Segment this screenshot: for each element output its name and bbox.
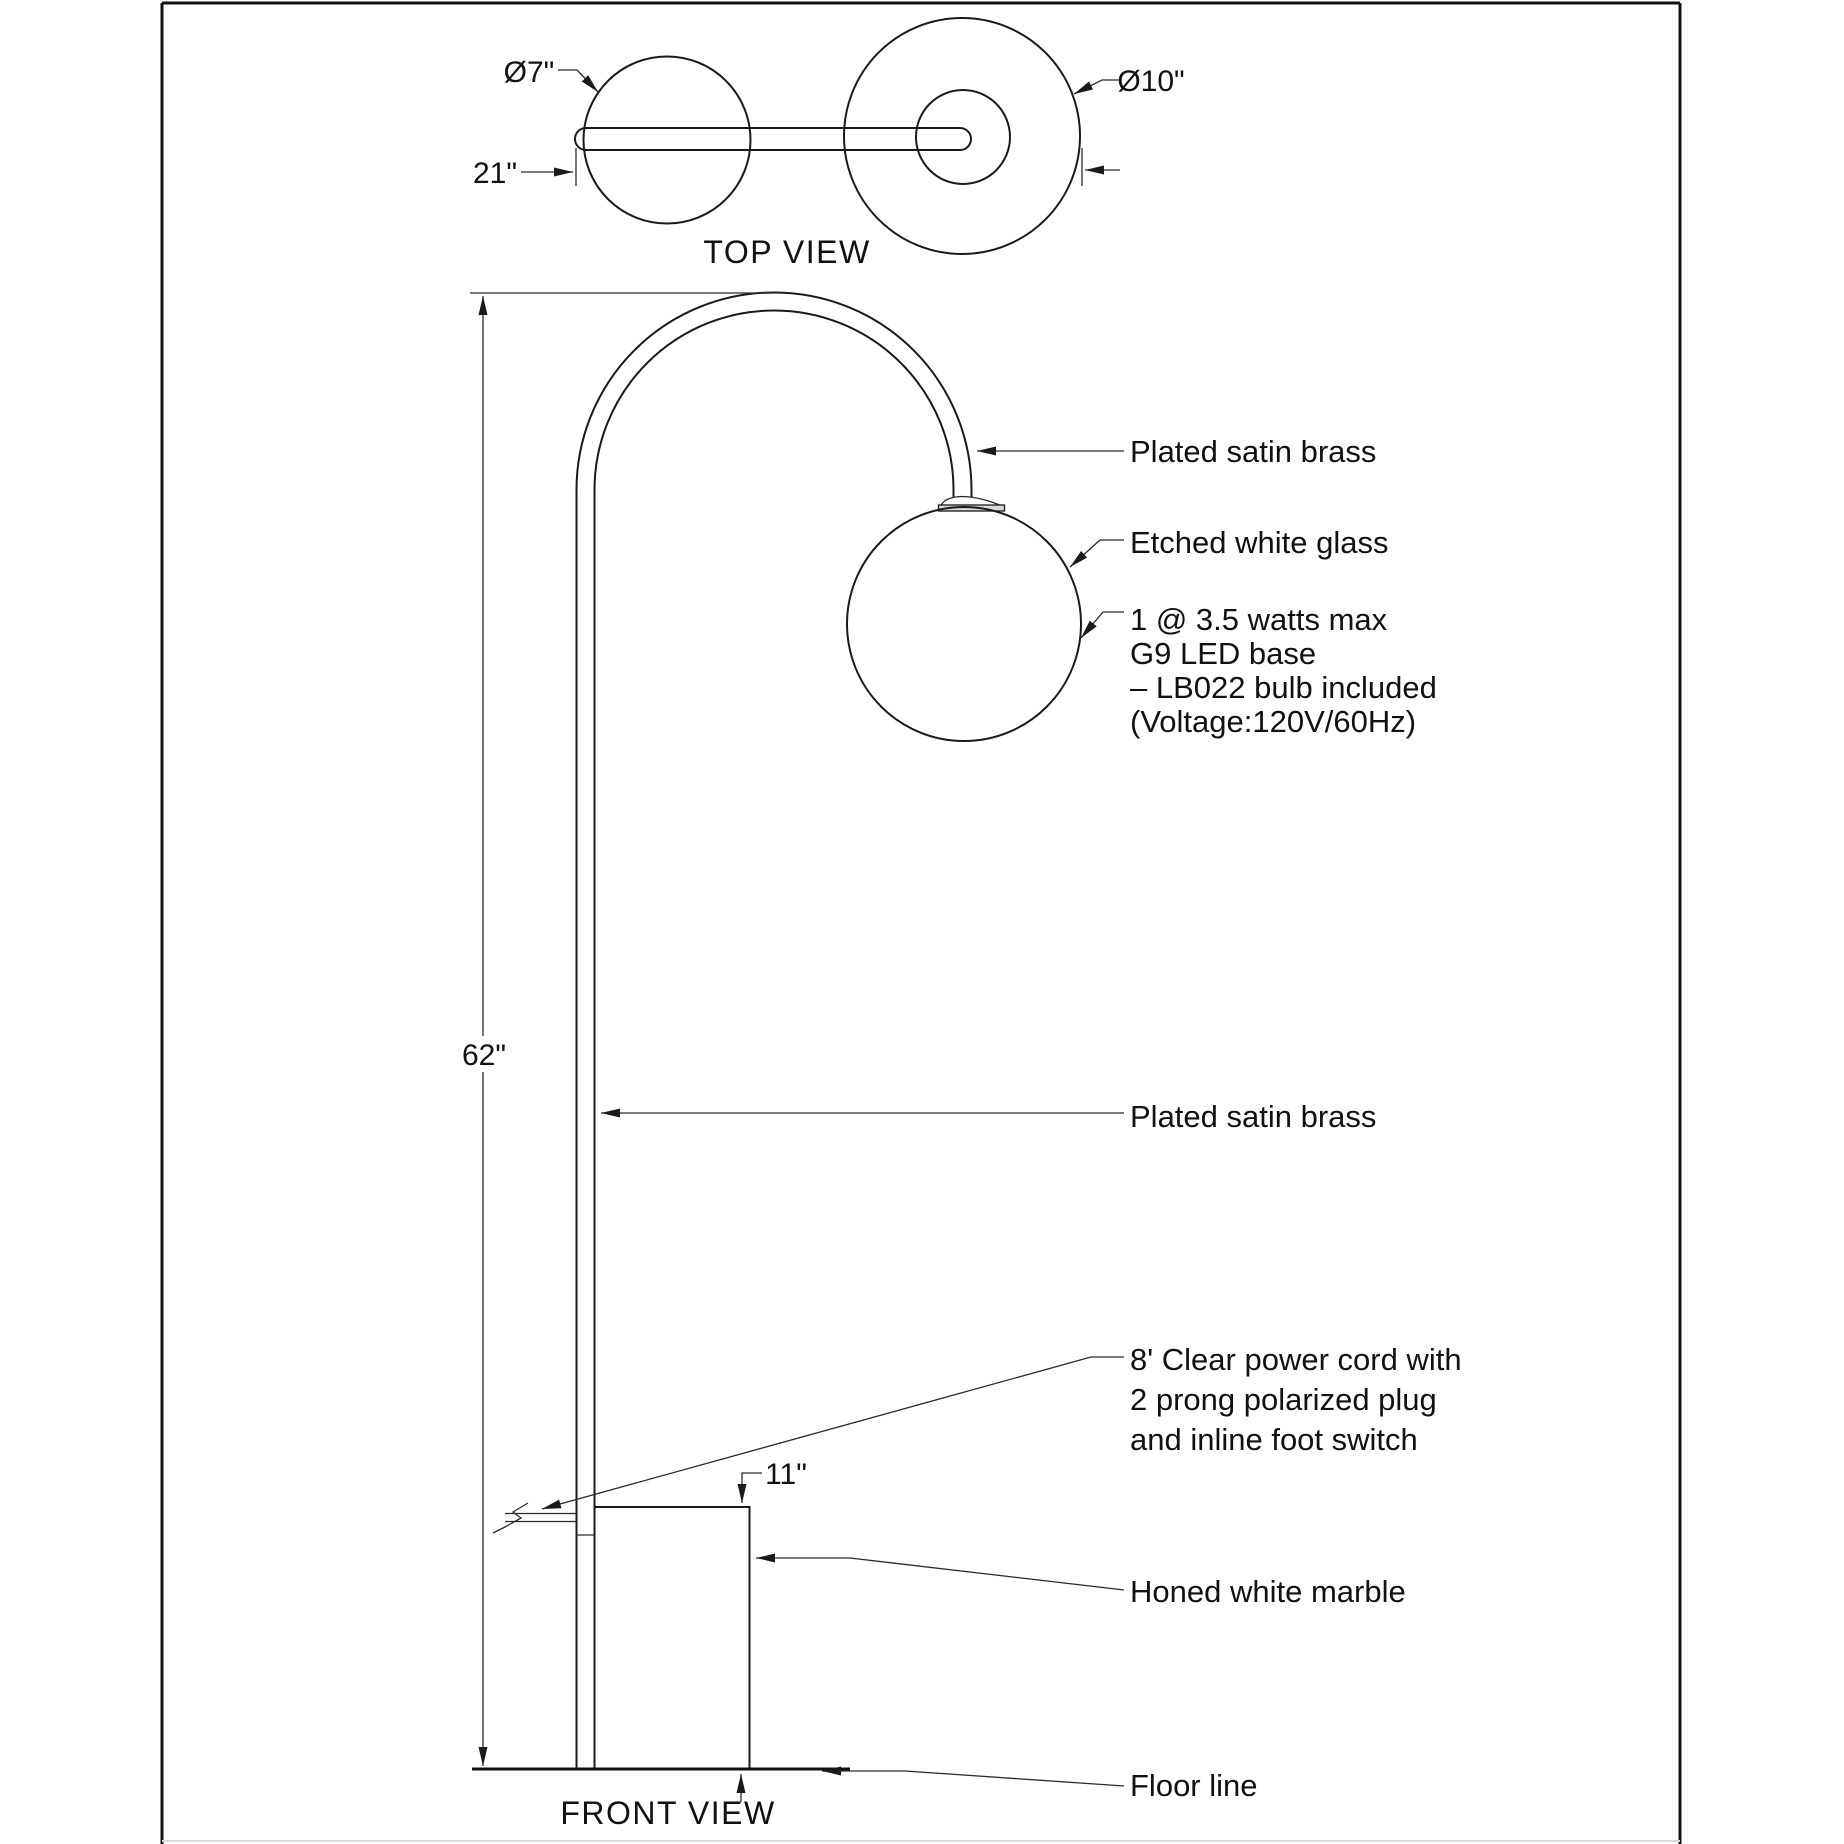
dim-overall-height: 62" bbox=[461, 1039, 507, 1072]
label-bulb-spec bbox=[1081, 602, 1437, 739]
label-floor-line: Floor line bbox=[1130, 1768, 1258, 1803]
label-bulb-line3: – LB022 bulb included bbox=[1130, 670, 1437, 705]
front-view-title: FRONT VIEW bbox=[560, 1795, 776, 1831]
label-cord-line3: and inline foot switch bbox=[1130, 1422, 1418, 1457]
label-arm-finish: Plated satin brass bbox=[1130, 434, 1377, 469]
label-bulb-line1: 1 @ 3.5 watts max bbox=[1130, 602, 1388, 637]
label-globe-material: Etched white glass bbox=[1130, 525, 1389, 560]
dim-overall-width: 21" bbox=[472, 157, 518, 190]
dim-globe-diameter: Ø7" bbox=[503, 56, 555, 89]
dim-base-height: 11" bbox=[765, 1458, 807, 1491]
dim-base-diameter: Ø10" bbox=[1117, 65, 1185, 98]
label-cord-line2: 2 prong polarized plug bbox=[1130, 1382, 1437, 1417]
label-bulb-line4: (Voltage:120V/60Hz) bbox=[1130, 704, 1417, 739]
label-pole-finish: Plated satin brass bbox=[1130, 1099, 1377, 1134]
top-view-title: TOP VIEW bbox=[703, 234, 871, 270]
label-cord-line1: 8' Clear power cord with bbox=[1130, 1342, 1462, 1377]
label-base-material: Honed white marble bbox=[1130, 1574, 1406, 1609]
label-bulb-line2: G9 LED base bbox=[1130, 636, 1317, 671]
